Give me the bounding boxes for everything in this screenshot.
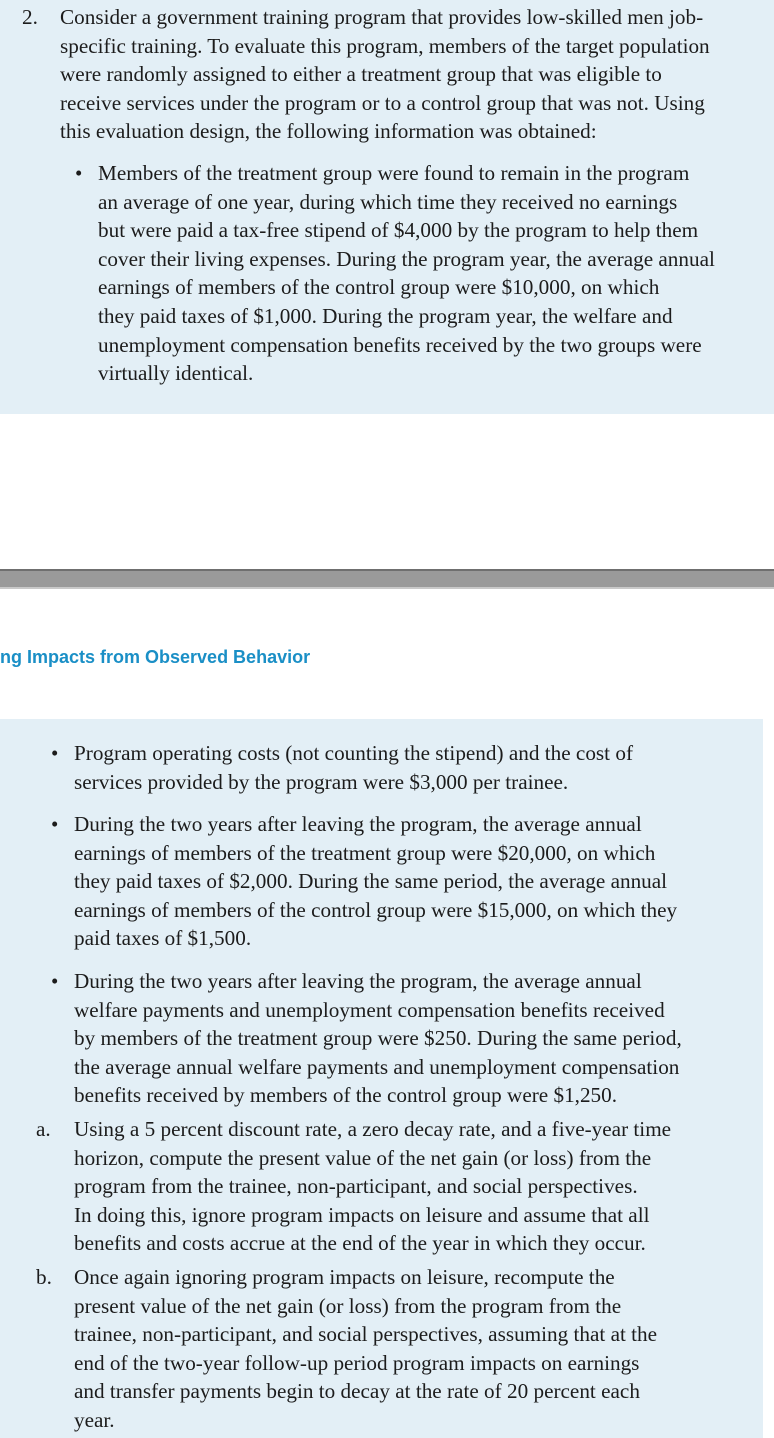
text-line: earnings of members of the treatment group were $20,000, on which xyxy=(74,840,656,865)
text-line: During the two years after leaving the program, the average annual xyxy=(74,969,642,993)
text-line: end of the two-year follow-up period program impacts on earnings xyxy=(74,1350,640,1375)
question-intro xyxy=(60,3,710,146)
text-line: Consider a government training program that provides low-skilled men job- xyxy=(60,5,704,29)
text-line: this evaluation design, the following information was obtained: xyxy=(60,119,597,144)
bullet-icon: • xyxy=(75,161,83,185)
bullet-item xyxy=(74,810,677,953)
text-line: benefits received by members of the control group were $1,250. xyxy=(74,1083,618,1108)
bullet-item xyxy=(98,159,715,388)
bullet-item xyxy=(74,967,682,1110)
text-line: earnings of members of the control group were $10,000, on which xyxy=(98,275,660,300)
text-line: year. xyxy=(74,1407,115,1432)
text-line: benefits and costs accrue at the end of the year in which they occur. xyxy=(74,1231,646,1256)
part-label: b. xyxy=(36,1265,52,1289)
text-line: Members of the treatment group were found to remain in the program xyxy=(98,161,690,185)
text-line: horizon, compute the present value of the net gain (or loss) from the xyxy=(74,1145,652,1170)
text-line: virtually identical. xyxy=(98,361,254,386)
text-line: welfare payments and unemployment compensation benefits received xyxy=(74,997,665,1022)
text-line: were randomly assigned to either a treatment group that was eligible to xyxy=(60,62,662,87)
part-label: a. xyxy=(36,1117,51,1141)
text-line: unemployment compensation benefits received by the two groups were xyxy=(98,332,702,357)
part-text xyxy=(74,1263,657,1435)
text-line: trainee, non-participant, and social perspectives, assuming that at the xyxy=(74,1322,658,1347)
text-line: receive services under the program or to a control group that was not. Using xyxy=(60,90,705,115)
text-line: an average of one year, during which time they received no earnings xyxy=(98,189,678,214)
bullet-item xyxy=(74,739,633,796)
text-line: but were paid a tax-free stipend of $4,000 by the program to help them xyxy=(98,218,699,243)
text-line: paid taxes of $1,500. xyxy=(74,926,252,951)
text-line: and transfer payments begin to decay at the rate of 20 percent each xyxy=(74,1379,640,1404)
text-line: Once again ignoring program impacts on leisure, recompute the xyxy=(74,1265,615,1289)
question-number: 2. xyxy=(22,5,38,29)
text-line: they paid taxes of $1,000. During the program year, the welfare and xyxy=(98,303,673,328)
text-line: In doing this, ignore program impacts on leisure and assume that all xyxy=(74,1202,650,1227)
part-text xyxy=(74,1115,671,1258)
text-line: specific training. To evaluate this program, members of the target population xyxy=(60,33,710,58)
bullet-icon: • xyxy=(51,812,59,836)
text-line: services provided by the program were $3,000 per trainee. xyxy=(74,769,569,794)
page-separator xyxy=(0,569,774,589)
text-line: During the two years after leaving the program, the average annual xyxy=(74,812,642,836)
text-line: present value of the net gain (or loss) from the program from the xyxy=(74,1293,622,1318)
text-line: Using a 5 percent discount rate, a zero decay rate, and a five-year time xyxy=(74,1117,672,1141)
bullet-icon: • xyxy=(51,969,59,993)
bullet-icon: • xyxy=(51,741,59,765)
text-line: program from the trainee, non-participant, and social perspectives. xyxy=(74,1174,638,1199)
text-line: Program operating costs (not counting the stipend) and the cost of xyxy=(74,741,633,765)
text-line: cover their living expenses. During the program year, the average annual xyxy=(98,246,715,271)
text-line: they paid taxes of $2,000. During the same period, the average annual xyxy=(74,869,668,894)
text-line: the average annual welfare payments and unemployment compensation xyxy=(74,1054,680,1079)
section-header: ng Impacts from Observed Behavior xyxy=(0,647,311,667)
text-line: earnings of members of the control group were $15,000, on which they xyxy=(74,897,678,922)
text-line: by members of the treatment group were $250. During the same period, xyxy=(74,1026,682,1051)
